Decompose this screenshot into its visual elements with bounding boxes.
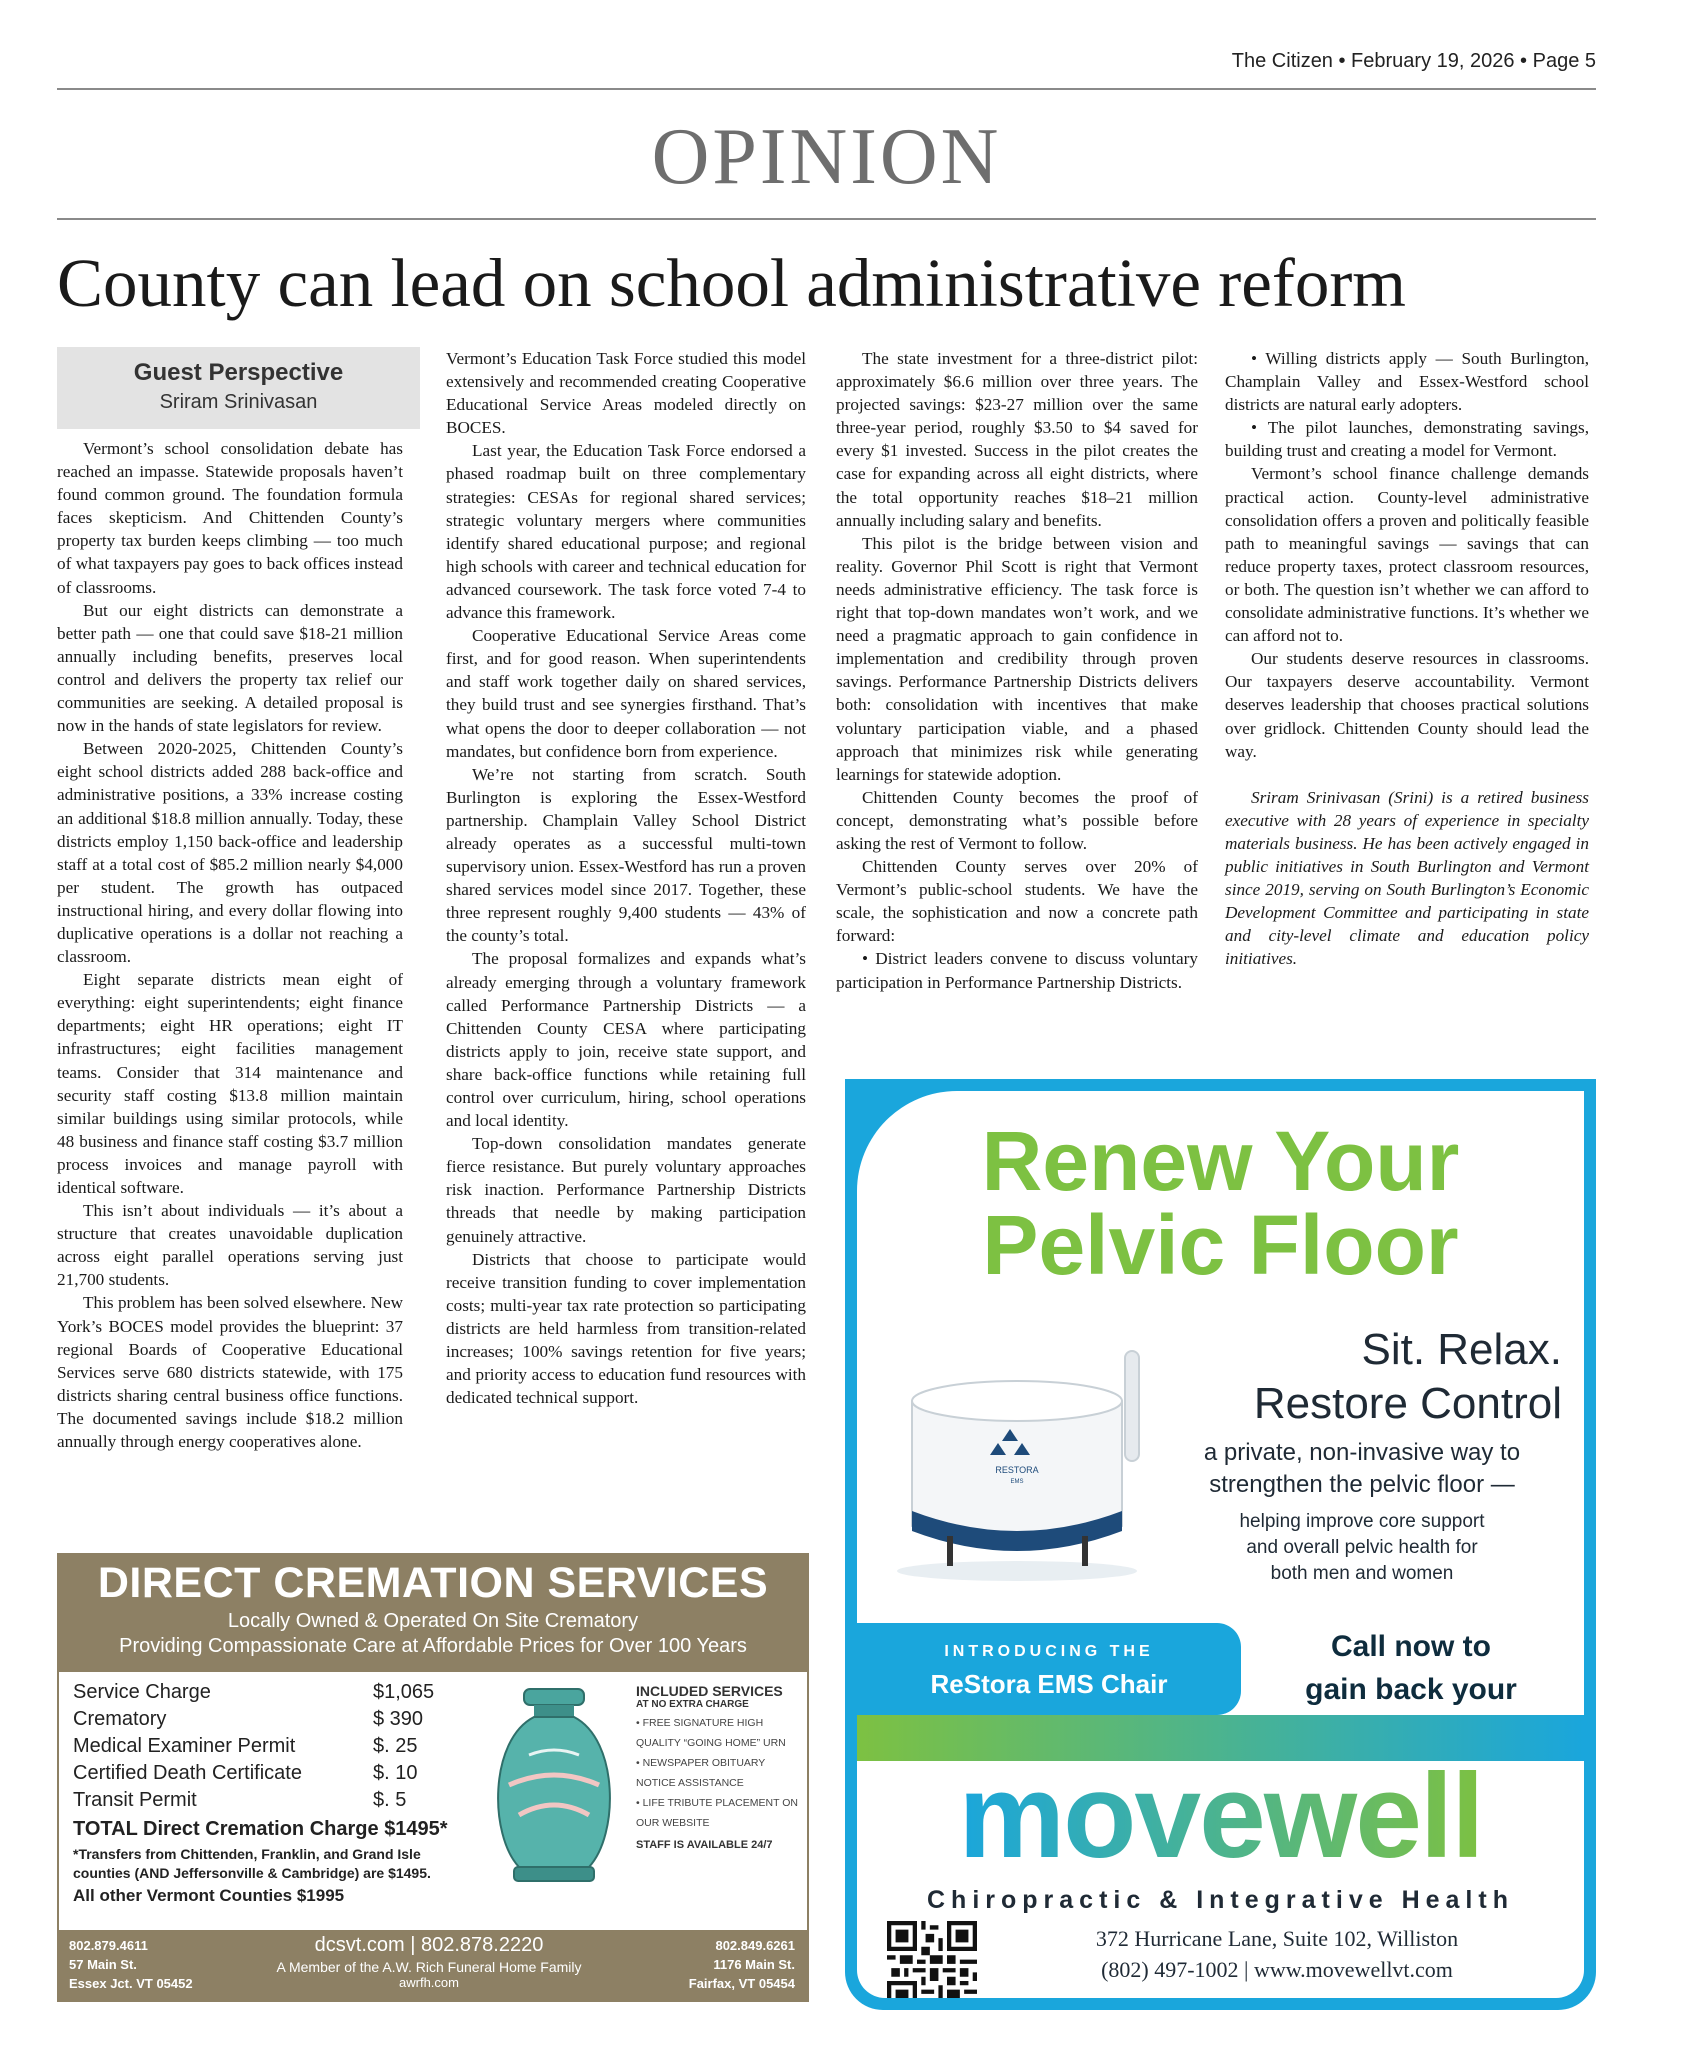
article-column-3 (836, 347, 1198, 994)
price-amount: $. 10 (373, 1762, 418, 1784)
page-folio: The Citizen • February 19, 2026 • Page 5 (1231, 50, 1596, 72)
movewell-logo (857, 1751, 1584, 1881)
paragraph: Top-down consolidation mandates generate fierce resistance. But purely voluntary approaches risk inaction. Performance Partnership Districts threads that needle by making participation genuinely attractive. (446, 1134, 806, 1246)
cremation-ad-subtitle: Locally Owned & Operated On Site Crematory (227, 1610, 639, 1632)
paragraph: Districts that choose to participate would receive transition funding to cover implementation costs; multi-year tax rate protection so participating districts are held harmless from transition-related increases; 100% savings retention for five years; and priority access to education fund resources with dedicated technical support. (446, 1249, 806, 1408)
paragraph: • The pilot launches, demonstrating savings, building trust and creating a model for Vermont. (1225, 418, 1589, 461)
paragraph: • Willing districts apply — South Burlington, Champlain Valley and Essex-Westford school districts are natural early adopters. (1225, 349, 1589, 415)
website-and-phone[interactable]: dcsvt.com | 802.878.2220 (314, 1934, 544, 1956)
membership-line: A Member of the A.W. Rich Funeral Home Family (276, 1959, 582, 1975)
movewell-contact (1007, 1923, 1547, 1985)
movewell-tagline: Chiropractic & Integrative Health (927, 1886, 1514, 1914)
fairfax-street: 1176 Main St. (713, 1957, 795, 1972)
movewell-ad[interactable] (845, 1079, 1596, 2010)
price-amount: $. 25 (373, 1735, 418, 1757)
price-label: Medical Examiner Permit (73, 1735, 296, 1757)
ad-benefits-line-1: helping improve core support (1239, 1511, 1485, 1532)
qr-code-icon[interactable] (887, 1921, 977, 1998)
essex-city: Essex Jct. VT 05452 (69, 1976, 193, 1991)
included-services-subheading: AT NO EXTRA CHARGE (636, 1699, 749, 1710)
chair-brand: RESTORA (995, 1465, 1039, 1475)
total-price (73, 1818, 453, 1841)
ad-headline-line-1: Renew Your (981, 1114, 1460, 1208)
paragraph: Cooperative Educational Service Areas come first, and for good reason. When superintendents and staff work together daily on shared services, they build trust and see synergies firsthand. That’s what opens the door to deeper collaboration — not mandates, but confidence born from experience. (446, 626, 806, 761)
paragraph: We’re not starting from scratch. South Burlington is exploring the Essex-Westford partnership. Champlain Valley School District already operates as a successful multi-town supervisory union. Essex-Westford has run a proven shared services model since 2017. Together, these three represent roughly 9,400 students — 43% of the county’s total. (446, 764, 806, 946)
paragraph: Vermont’s Education Task Force studied this model extensively and recommended creating Cooperative Educational Service Areas modeled directly on BOCES. (446, 349, 806, 438)
paragraph: Chittenden County becomes the proof of concept, demonstrating what’s possible before asking the rest of Vermont to follow. (836, 787, 1198, 853)
essex-street: 57 Main St. (69, 1957, 137, 1972)
article-headline: County can lead on school administrative reform (57, 245, 1406, 321)
included-item: • NEWSPAPER OBITUARY NOTICE ASSISTANCE (636, 1757, 766, 1789)
article-column-1 (57, 437, 403, 1453)
price-row (73, 1789, 453, 1816)
ad-description (1162, 1437, 1562, 1501)
ad-tagline (1254, 1323, 1562, 1431)
paragraph: Chittenden County serves over 20% of Vermont’s public-school students. We have the scale, the sophistication and now a concrete path forward: (836, 857, 1198, 946)
ad-benefits-line-2: and overall pelvic health for (1246, 1537, 1478, 1558)
movewell-logo-text: movewell (958, 1749, 1483, 1883)
ad-description-line-1: a private, non-invasive way to (1203, 1439, 1521, 1466)
guest-perspective-label: Guest Perspective (133, 359, 344, 386)
article-column-2 (446, 347, 806, 1409)
paragraph: Eight separate districts mean eight of everything: eight superintendents; eight finance departments; eight HR operations; eight IT infrastructures; eight facilities management teams. Consider that 314 maintenance and security staff costing $13.8 million maintain similar buildings using similar protocols, while 48 business and finance staff costing $3.7 million process invoices and manage payroll with identical software. (57, 970, 403, 1197)
ems-chair-image (877, 1331, 1167, 1591)
paragraph: Between 2020-2025, Chittenden County’s eight school districts added 288 back-office and administrative positions, a 33% increase costing an additional $18.8 million annually. Today, these districts employ 1,150 back-office and leadership staff at a total cost of $85.2 million nearly $4,000 per student. The growth has outpaced instructional hiring, and every dollar flowing into duplicative operations is a dollar not reaching a classroom. (57, 739, 403, 967)
chair-brand-sub: EMS (1010, 1479, 1024, 1485)
paragraph: Last year, the Education Task Force endorsed a phased roadmap built on three complementary strategies: CESAs for regional shared services; strategic voluntary mergers where communities identify shared educational purpose; and regional high schools with career and technical education for advanced coursework. The task force voted 7-4 to advance this framework. (446, 441, 806, 623)
price-row (73, 1681, 453, 1708)
fairfax-location (689, 1936, 795, 1993)
article-column-4 (1225, 347, 1589, 970)
paragraph: Vermont’s school finance challenge demands practical action. County-level administrative consolidation offers a proven and politically feasible path to meaningful savings — savings that can reduce property taxes, protect classroom resources, or both. The question isn’t whether we can afford to consolidate administrative functions. It’s whether we can afford not to. (1225, 464, 1589, 646)
introducing-banner (857, 1623, 1241, 1715)
paragraph: Vermont’s school consolidation debate has reached an impasse. Statewide proposals haven’t found common ground. The foundation formula faces skepticism. And Chittenden County’s property tax burden keeps climbing — too much of what taxpayers pay goes to back offices instead of classrooms. (57, 439, 403, 597)
paragraph: • District leaders convene to discuss voluntary participation in Performance Partnership Districts. (836, 949, 1198, 992)
price-amount: $1,065 (373, 1681, 435, 1703)
cremation-ad[interactable] (57, 1553, 809, 2002)
author-bio: Sriram Srinivasan (Srini) is a retired business executive with 28 years of experience in specialty materials business. He has been actively engaged in public initiatives in South Burlington and Vermont since 2019, serving on South Burlington’s Economic Development Committee and participating in state and city-level climate and education policy initiatives. (1225, 787, 1589, 969)
paragraph: But our eight districts can demonstrate a better path — one that could save $18-21 million annually including benefits, preserves local control and delivers the property tax relief our communities are seeking. A detailed proposal is now in the hands of state legislators for review. (57, 600, 403, 736)
paragraph: The proposal formalizes and expands what’s already emerging through a voluntary framework called Performance Partnership Districts — a Chittenden County CESA where participating districts apply to join, receive state support, and share back-office functions while retaining full control over curriculum, hiring, school operations and local identity. (446, 949, 806, 1131)
essex-location (69, 1936, 193, 1993)
paragraph: This problem has been solved elsewhere. New York’s BOCES model provides the blueprint: 37 regional Boards of Cooperative Educational Services serve 680 districts statewide, with 175 districts sharing central business office functions. The documented savings include $18.2 million annually through energy cooperatives alone. (57, 1293, 403, 1452)
price-label: Service Charge (73, 1681, 211, 1703)
introducing-label: INTRODUCING THE (944, 1643, 1154, 1660)
fairfax-city: Fairfax, VT 05454 (688, 1976, 795, 1991)
price-label: Certified Death Certificate (73, 1762, 302, 1784)
cta-line-2: gain back your (1305, 1673, 1517, 1706)
total-amount: $1495* (384, 1818, 448, 1840)
movewell-ad-inner (857, 1091, 1584, 1998)
movewell-address: 372 Hurricane Lane, Suite 102, Williston (1095, 1926, 1459, 1951)
product-name: ReStora EMS Chair (930, 1669, 1168, 1699)
fairfax-phone[interactable]: 802.849.6261 (715, 1938, 795, 1953)
included-item: • LIFE TRIBUTE PLACEMENT ON OUR WEBSITE (636, 1797, 798, 1829)
price-row (73, 1735, 453, 1762)
cremation-ad-header (59, 1555, 807, 1672)
urn-image (479, 1685, 629, 1885)
paragraph: This isn’t about individuals — it’s about a structure that creates unavoidable duplication across eight parallel operations serving just 21,700 students. (57, 1201, 403, 1290)
section-rule (57, 218, 1596, 220)
price-amount: $ 390 (373, 1708, 424, 1730)
paragraph: This pilot is the bridge between vision and reality. Governor Phil Scott is right that Vermont needs administrative efficiency. The task force is right that top-down mandates won’t work, and we need a pragmatic approach to gain confidence in implementation and credibility through proven savings. Performance Partnership Districts delivers both: consolidation with incentives that make voluntary participation viable, and a phased approach that minimizes risk while generating learnings for statewide adoption. (836, 533, 1198, 784)
included-item: • FREE SIGNATURE HIGH QUALITY “GOING HOME” URN (636, 1717, 786, 1749)
author-byline: Sriram Srinivasan (159, 391, 318, 413)
awrfh-website[interactable]: awrfh.com (399, 1975, 459, 1990)
ad-description-line-2: strengthen the pelvic floor — (1209, 1471, 1515, 1498)
included-services-heading: INCLUDED SERVICES (636, 1683, 783, 1699)
cremation-contact (209, 1934, 649, 1990)
paragraph: The state investment for a three-district pilot: approximately $6.6 million over three years. The projected savings: $23-27 million over the same three-year period, roughly $3.50 to $4 saved for every $1 invested. Success in the pilot creates the case for expanding across all eight districts, where the total opportunity reaches $18–21 million annually including salary and benefits. (836, 349, 1198, 530)
cremation-ad-footer (59, 1930, 807, 2000)
cremation-ad-subtitle-2: Providing Compassionate Care at Affordable Prices for Over 100 Years (119, 1635, 747, 1657)
ad-benefits (1162, 1509, 1562, 1587)
ad-benefits-line-3: both men and women (1270, 1563, 1454, 1584)
price-list (73, 1681, 453, 1906)
movewell-phone-website[interactable]: (802) 497-1002 | www.movewellvt.com (1101, 1957, 1453, 1982)
essex-phone[interactable]: 802.879.4611 (69, 1938, 148, 1953)
cremation-ad-title: DIRECT CREMATION SERVICES (97, 1559, 769, 1607)
cta-line-1: Call now to (1331, 1630, 1491, 1663)
paragraph: Our students deserve resources in classrooms. Our taxpayers deserve accountability. Vermont deserves leadership that chooses practical solutions over gridlock. Chittenden County should lead the way. (1225, 649, 1589, 761)
total-label: TOTAL Direct Cremation Charge (73, 1818, 379, 1840)
price-label: Transit Permit (73, 1789, 197, 1811)
included-services (636, 1683, 798, 1851)
price-amount: $. 5 (373, 1789, 407, 1811)
ad-tagline-line-1: Sit. Relax. (1361, 1325, 1562, 1374)
price-row (73, 1708, 453, 1735)
price-row (73, 1762, 453, 1789)
ad-headline-line-2: Pelvic Floor (982, 1198, 1459, 1292)
ad-headline (857, 1114, 1584, 1292)
ad-tagline-line-2: Restore Control (1253, 1379, 1562, 1428)
other-counties-price: All other Vermont Counties $1995 (73, 1886, 345, 1905)
top-rule (57, 88, 1596, 90)
guest-perspective-box (57, 347, 420, 429)
price-label: Crematory (73, 1708, 167, 1730)
transfer-note: *Transfers from Chittenden, Franklin, and Grand Isle counties (AND Jeffersonville & Cambridge) are $1495. (73, 1846, 431, 1881)
section-title: OPINION (651, 113, 1002, 201)
staff-availability: STAFF IS AVAILABLE 24/7 (636, 1839, 773, 1851)
